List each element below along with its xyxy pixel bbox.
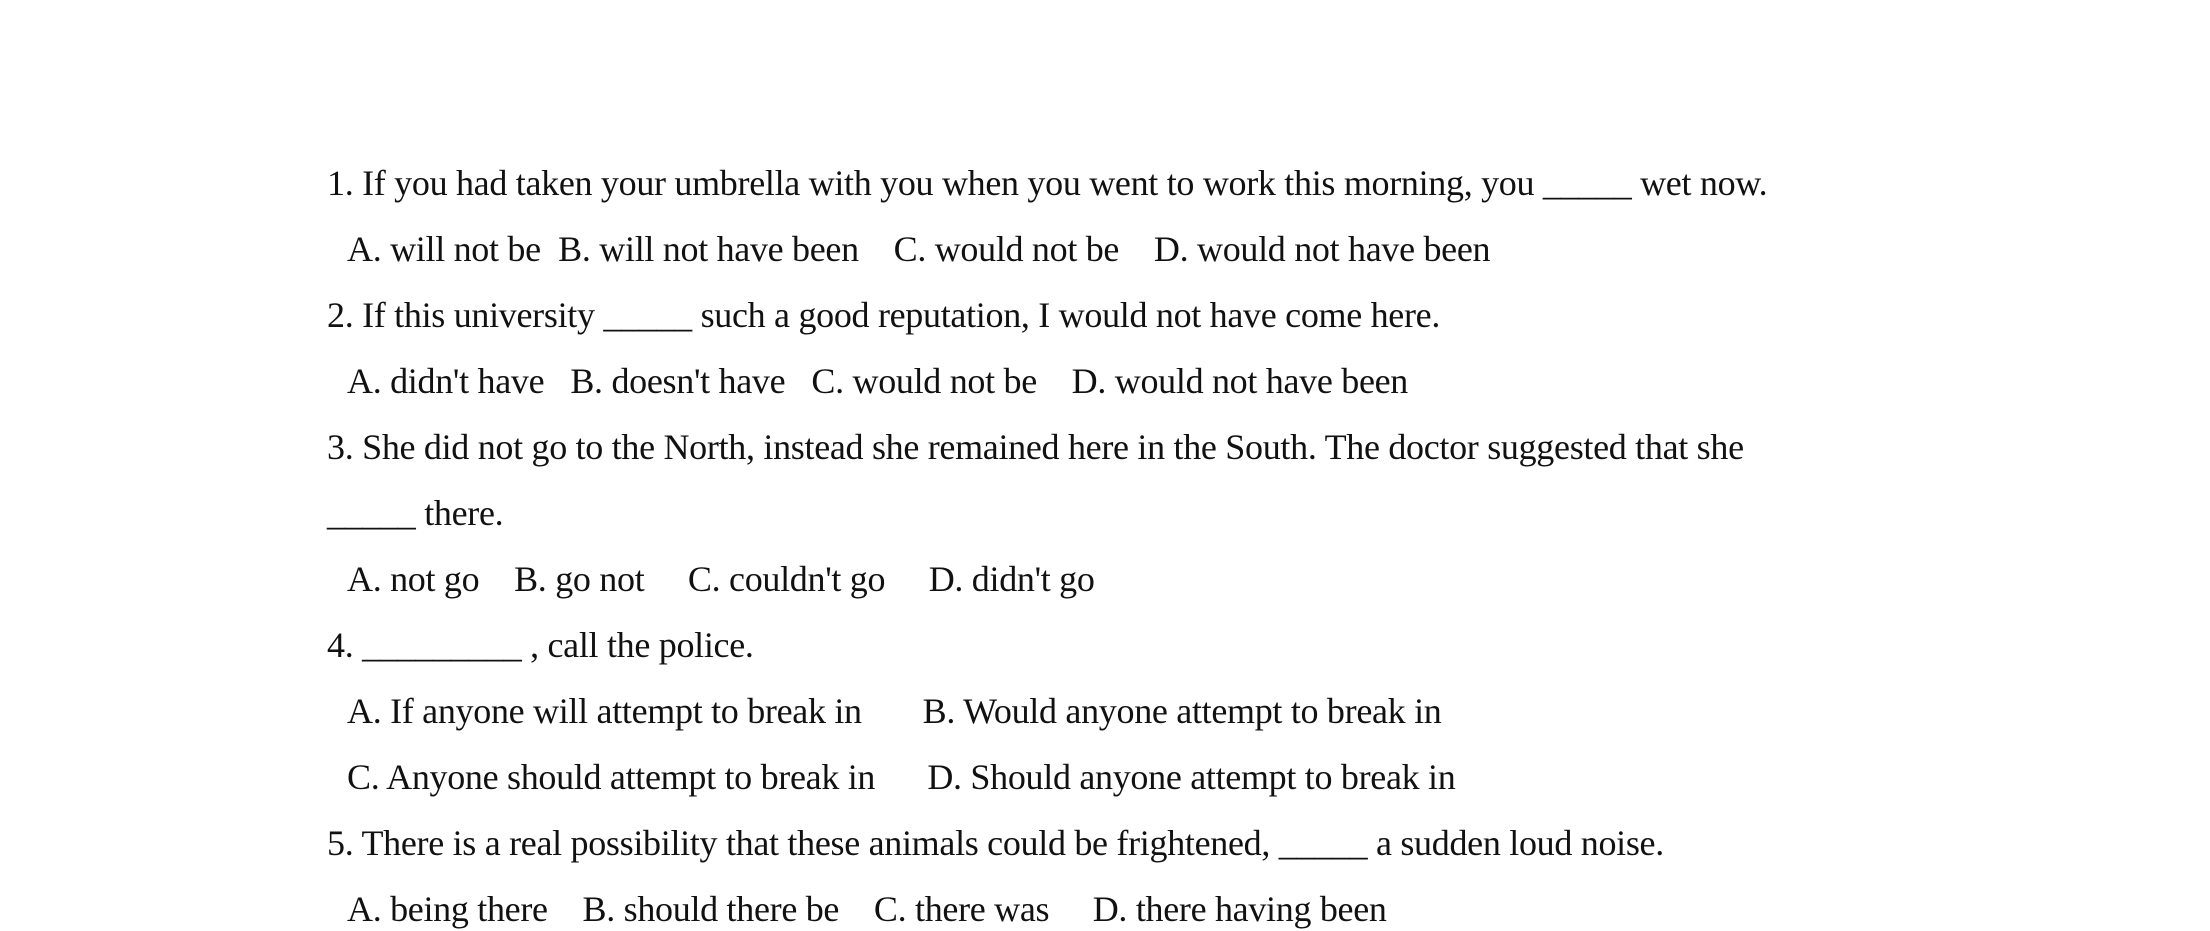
- question-4-options-row-2: C. Anyone should attempt to break in D. Should anyone attempt to break in: [347, 757, 1456, 797]
- question-1-stem: 1. If you had taken your umbrella with you when you went to work this morning, you _____ wet now.: [327, 163, 1768, 203]
- question-3-stem-continued: _____ there.: [327, 493, 504, 533]
- question-5-stem: 5. There is a real possibility that these animals could be frightened, _____ a sudden loud noise.: [327, 823, 1664, 863]
- question-4-options-row-1: A. If anyone will attempt to break in B. Would anyone attempt to break in: [347, 691, 1442, 731]
- question-2-options: A. didn't have B. doesn't have C. would not be D. would not have been: [347, 361, 1408, 401]
- question-1-options: A. will not be B. will not have been C. would not be D. would not have been: [347, 229, 1491, 269]
- question-3-options: A. not go B. go not C. couldn't go D. didn't go: [347, 559, 1095, 599]
- question-2-stem: 2. If this university _____ such a good reputation, I would not have come here.: [327, 295, 1441, 335]
- question-5-options: A. being there B. should there be C. there was D. there having been: [347, 889, 1387, 929]
- question-3-stem: 3. She did not go to the North, instead she remained here in the South. The doctor suggested that she: [327, 427, 1744, 467]
- question-4-stem: 4. _________ , call the police.: [327, 625, 754, 665]
